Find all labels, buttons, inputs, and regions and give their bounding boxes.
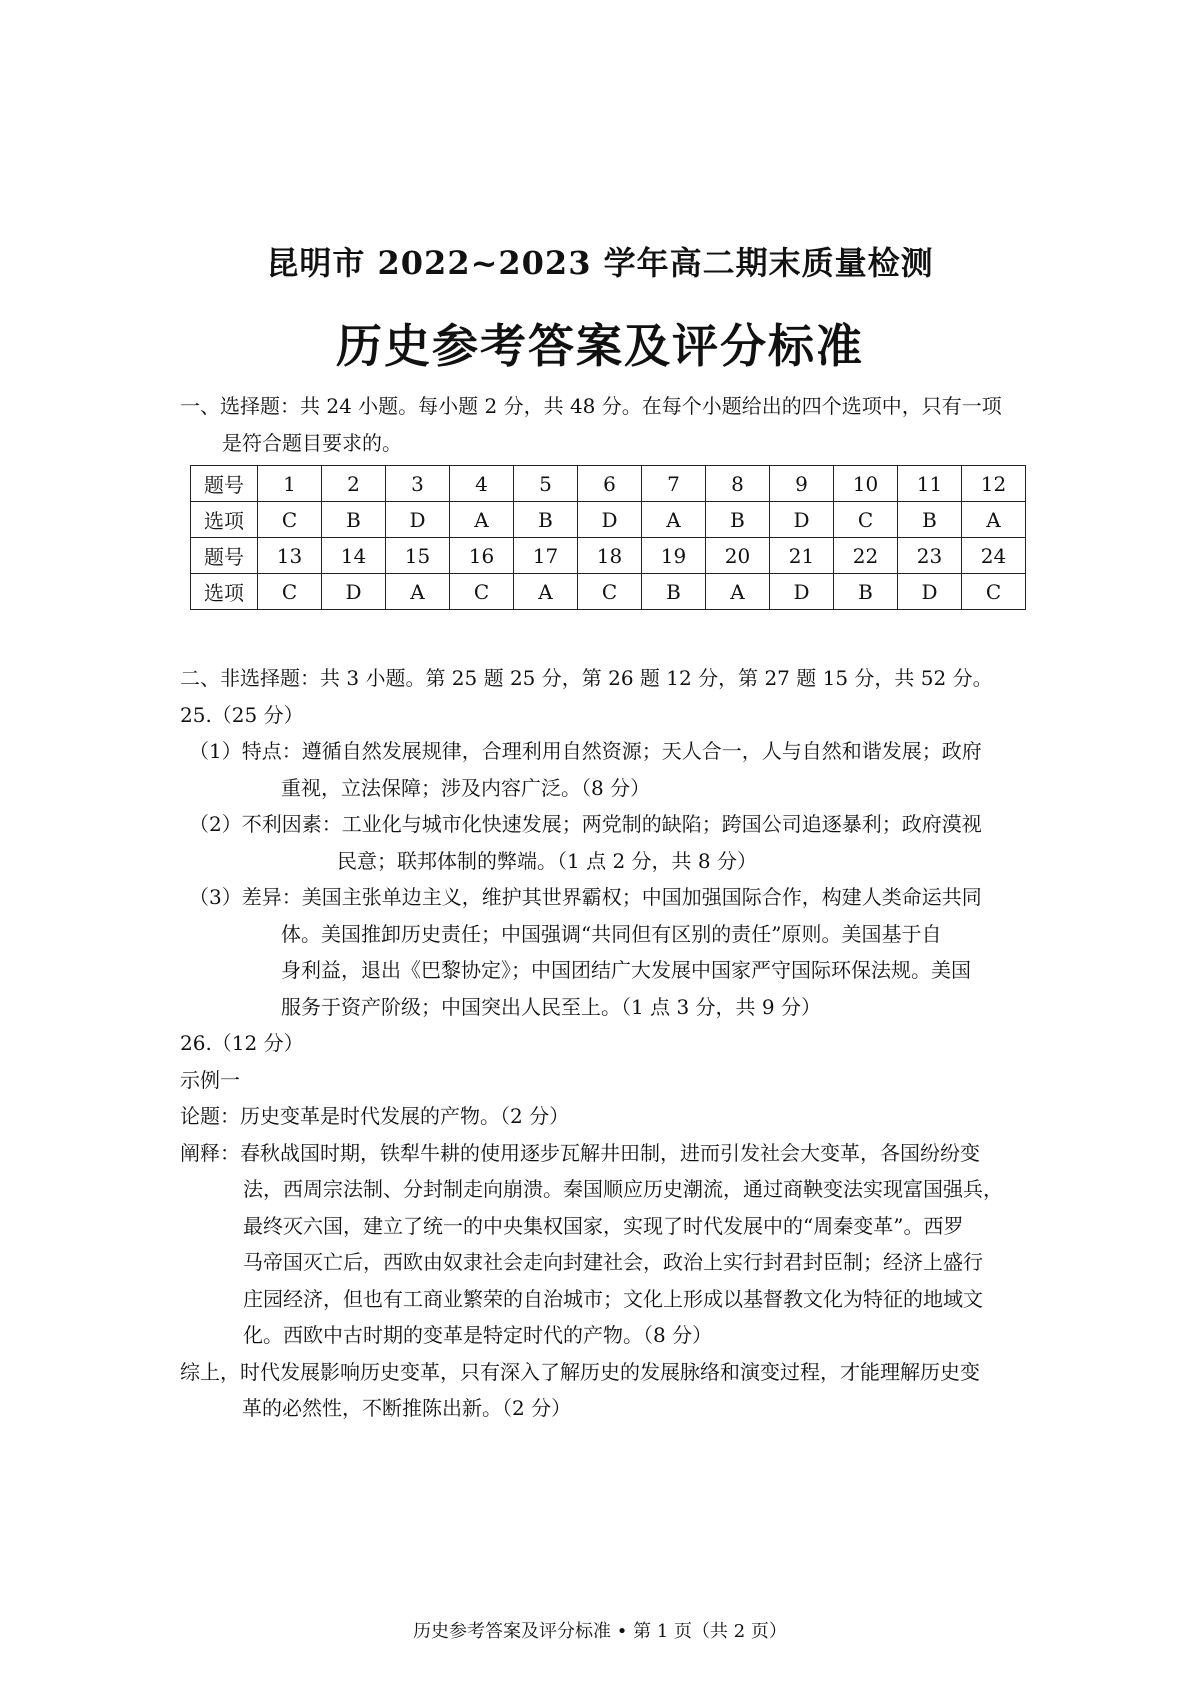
answer-table-cell: A <box>386 574 450 610</box>
answer-table-row <box>191 502 1026 538</box>
q25-part3-line: 服务于资产阶级；中国突出人民至上。（1 点 3 分，共 9 分） <box>281 994 821 1019</box>
answer-table-cell: 17 <box>514 538 578 574</box>
page-footer: 历史参考答案及评分标准 • 第 1 页（共 2 页） <box>413 1621 787 1642</box>
answer-table <box>190 465 1026 610</box>
section1-intro-line2: 是符合题目要求的。 <box>222 431 402 455</box>
answer-table-cell: 6 <box>578 466 642 502</box>
answer-table-cell: C <box>834 502 898 538</box>
answer-table-cell: B <box>642 574 706 610</box>
answer-table-cell: 16 <box>450 538 514 574</box>
answer-table-row <box>191 538 1026 574</box>
answer-table-cell: C <box>258 574 322 610</box>
section1-intro <box>180 388 1030 462</box>
answer-table-cell: 20 <box>706 538 770 574</box>
q26-explanation-line: 庄园经济，但也有工商业繁荣的自治城市；文化上形成以基督教文化为特征的地域文 <box>243 1286 983 1311</box>
answer-table-cell: 18 <box>578 538 642 574</box>
answer-table-cell: A <box>450 502 514 538</box>
answer-table-cell: A <box>962 502 1026 538</box>
section1-intro-line1: 一、选择题：共 24 小题。每小题 2 分，共 48 分。在每个小题给出的四个选项中，只有一项 <box>180 394 1002 418</box>
q25-part3-line: 身利益，退出《巴黎协定》；中国团结广大发展中国家严守国际环保法规。美国 <box>281 958 971 982</box>
answer-table-row <box>191 574 1026 610</box>
section2-intro: 二、非选择题：共 3 小题。第 25 题 25 分，第 26 题 12 分，第 27 题 15 分，共 52 分。 <box>180 666 993 690</box>
answer-table-cell: A <box>642 502 706 538</box>
q25-part1-line: （1）特点：遵循自然发展规律，合理利用自然资源；天人合一，人与自然和谐发展；政府 <box>189 739 982 763</box>
answer-table-cell: 4 <box>450 466 514 502</box>
answer-table-cell: B <box>322 502 386 538</box>
answer-table-row <box>191 466 1026 502</box>
q26-summary-line: 综上，时代发展影响历史变革，只有深入了解历史的发展脉络和演变过程，才能理解历史变 <box>180 1359 980 1384</box>
answer-table-cell: C <box>962 574 1026 610</box>
answer-table-cell: D <box>898 574 962 610</box>
answer-table-cell: 23 <box>898 538 962 574</box>
answer-table-cell: 24 <box>962 538 1026 574</box>
answer-table-cell: C <box>578 574 642 610</box>
answer-table-cell: C <box>450 574 514 610</box>
answer-table-row-label: 题号 <box>191 466 258 502</box>
answer-table-cell: D <box>322 574 386 610</box>
answer-table-cell: 1 <box>258 466 322 502</box>
q26-explanation-line: 马帝国灭亡后，西欧由奴隶社会走向封建社会，政治上实行封君封臣制；经济上盛行 <box>243 1250 983 1274</box>
q25-part3-line: 体。美国推卸历史责任；中国强调“共同但有区别的责任”原则。美国基于自 <box>281 921 942 946</box>
q25-part2-line: （2）不利因素：工业化与城市化快速发展；两党制的缺陷；跨国公司追逐暴利；政府漠视 <box>189 812 982 836</box>
section2 <box>180 660 1030 1427</box>
answer-table-cell: 21 <box>770 538 834 574</box>
answer-table-cell: C <box>258 502 322 538</box>
answer-table-cell: B <box>834 574 898 610</box>
q26-explanation-line: 阐释：春秋战国时期，铁犁牛耕的使用逐步瓦解井田制，进而引发社会大变革，各国纷纷变 <box>180 1140 980 1165</box>
answer-table-cell: A <box>706 574 770 610</box>
answer-table-cell: 10 <box>834 466 898 502</box>
q25-heading: 25.（25 分） <box>180 702 304 727</box>
answer-table-cell: 9 <box>770 466 834 502</box>
answer-table-cell: 15 <box>386 538 450 574</box>
answer-table-row-label: 选项 <box>191 574 258 610</box>
answer-table-cell: D <box>386 502 450 538</box>
exam-title: 昆明市 2022~2023 学年高二期末质量检测 <box>266 244 934 282</box>
answer-table-cell: 7 <box>642 466 706 502</box>
answer-table-cell: 13 <box>258 538 322 574</box>
answer-table-cell: D <box>578 502 642 538</box>
document-subtitle: 历史参考答案及评分标准 <box>336 319 864 373</box>
answer-table-cell: 14 <box>322 538 386 574</box>
answer-table-row-label: 题号 <box>191 538 258 574</box>
answer-table-cell: A <box>514 574 578 610</box>
q26-explanation-line: 最终灭六国，建立了统一的中央集权国家，实现了时代发展中的“周秦变革”。西罗 <box>243 1213 964 1238</box>
answer-table-cell: B <box>706 502 770 538</box>
q26-heading: 26.（12 分） <box>180 1031 304 1055</box>
q25-part3-line: （3）差异：美国主张单边主义，维护其世界霸权；中国加强国际合作，构建人类命运共同 <box>189 885 982 909</box>
q25-part2-line: 民意；联邦体制的弊端。（1 点 2 分，共 8 分） <box>337 848 757 873</box>
answer-table-cell: D <box>770 574 834 610</box>
q25-part1-line: 重视，立法保障；涉及内容广泛。（8 分） <box>281 775 651 800</box>
q26-thesis: 论题：历史变革是时代发展的产物。（2 分） <box>180 1104 570 1128</box>
q26-summary-line: 革的必然性，不断推陈出新。（2 分） <box>242 1396 572 1420</box>
answer-table-cell: 5 <box>514 466 578 502</box>
answer-table-cell: B <box>514 502 578 538</box>
answer-table-cell: B <box>898 502 962 538</box>
answer-table-cell: D <box>770 502 834 538</box>
answer-table-row-label: 选项 <box>191 502 258 538</box>
answer-table-cell: 2 <box>322 466 386 502</box>
answer-table-cell: 3 <box>386 466 450 502</box>
answer-table-cell: 19 <box>642 538 706 574</box>
answer-table-cell: 12 <box>962 466 1026 502</box>
q26-explanation-line: 化。西欧中古时期的变革是特定时代的产物。（8 分） <box>243 1323 713 1347</box>
answer-table-cell: 11 <box>898 466 962 502</box>
answer-table-cell: 22 <box>834 538 898 574</box>
q26-explanation-line: 法，西周宗法制、分封制走向崩溃。秦国顺应历史潮流，通过商鞅变法实现富国强兵， <box>243 1177 1003 1201</box>
answer-table-cell: 8 <box>706 466 770 502</box>
q26-example-label: 示例一 <box>180 1067 240 1092</box>
